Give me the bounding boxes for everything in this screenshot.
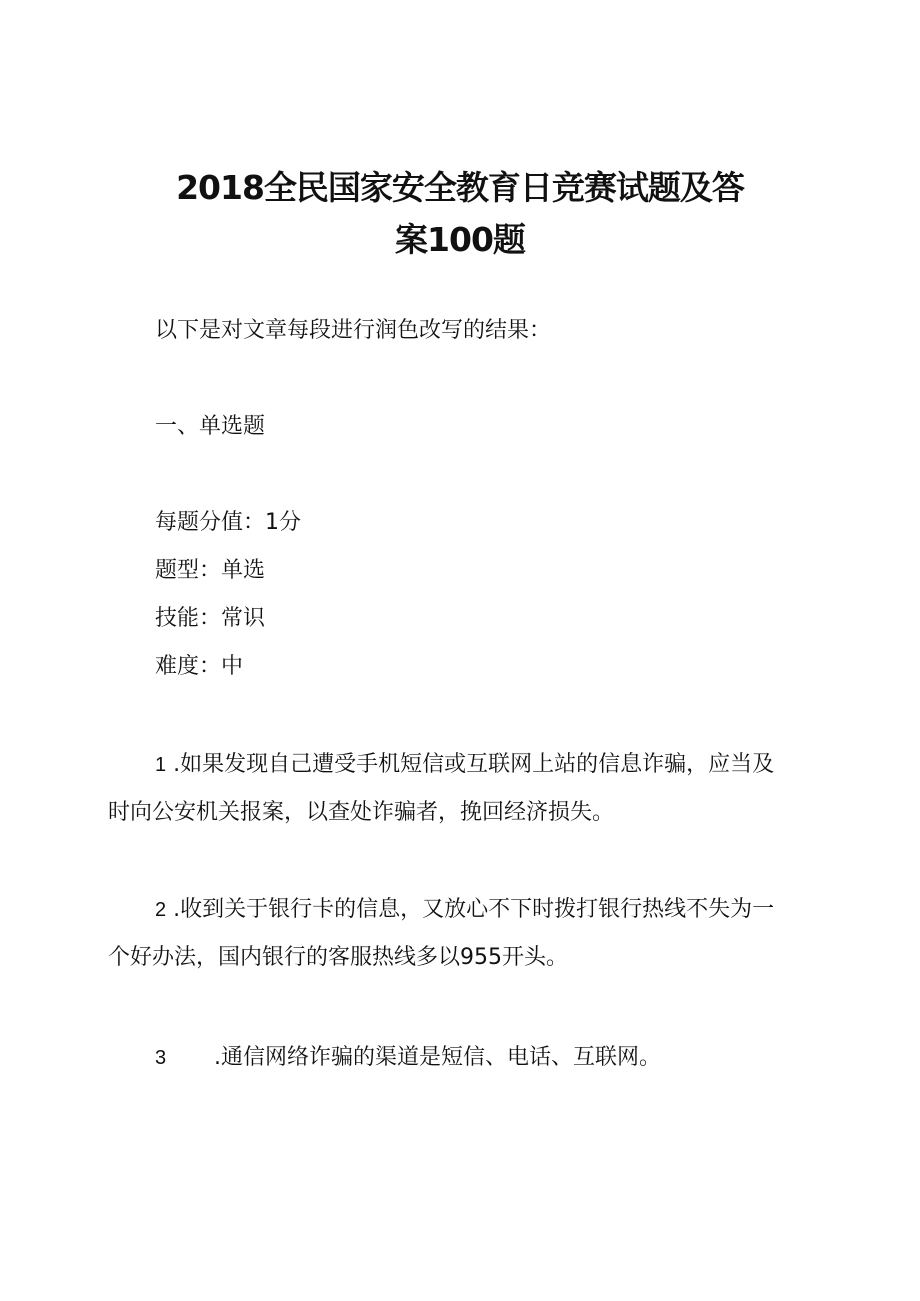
meta-skill: 技能：常识 bbox=[155, 606, 266, 631]
question-2-line-1 bbox=[155, 895, 774, 925]
meta-type: 题型：单选 bbox=[155, 558, 266, 583]
intro-paragraph: 以下是对文章每段进行润色改写的结果： bbox=[155, 318, 552, 343]
question-1-line-1 bbox=[155, 750, 774, 780]
document-title-line-2: 案100题 bbox=[395, 220, 525, 259]
meta-difficulty: 难度：中 bbox=[155, 654, 244, 679]
question-3-line-1 bbox=[155, 1043, 166, 1073]
question-1-text-line-1: .如果发现自己遭受手机短信或互联网上站的信息诈骗，应当及 bbox=[173, 752, 775, 777]
document-title-line-1: 2018全民国家安全教育日竞赛试题及答 bbox=[176, 168, 744, 207]
question-1-text-line-2: 时向公安机关报案，以查处诈骗者，挽回经济损失。 bbox=[108, 800, 615, 825]
question-2-text-line-1: .收到关于银行卡的信息，又放心不下时拨打银行热线不失为一 bbox=[173, 897, 775, 922]
section-heading: 一、单选题 bbox=[155, 414, 266, 439]
meta-score: 每题分值：1分 bbox=[155, 510, 301, 535]
question-2-text-line-2: 个好办法，国内银行的客服热线多以955开头。 bbox=[108, 945, 568, 970]
question-2-number: 2 bbox=[155, 899, 167, 921]
question-3-number: 3 bbox=[155, 1047, 167, 1069]
question-1-number: 1 bbox=[155, 754, 167, 776]
question-3-text-line-1: .通信网络诈骗的渠道是短信、电话、互联网。 bbox=[214, 1045, 661, 1070]
